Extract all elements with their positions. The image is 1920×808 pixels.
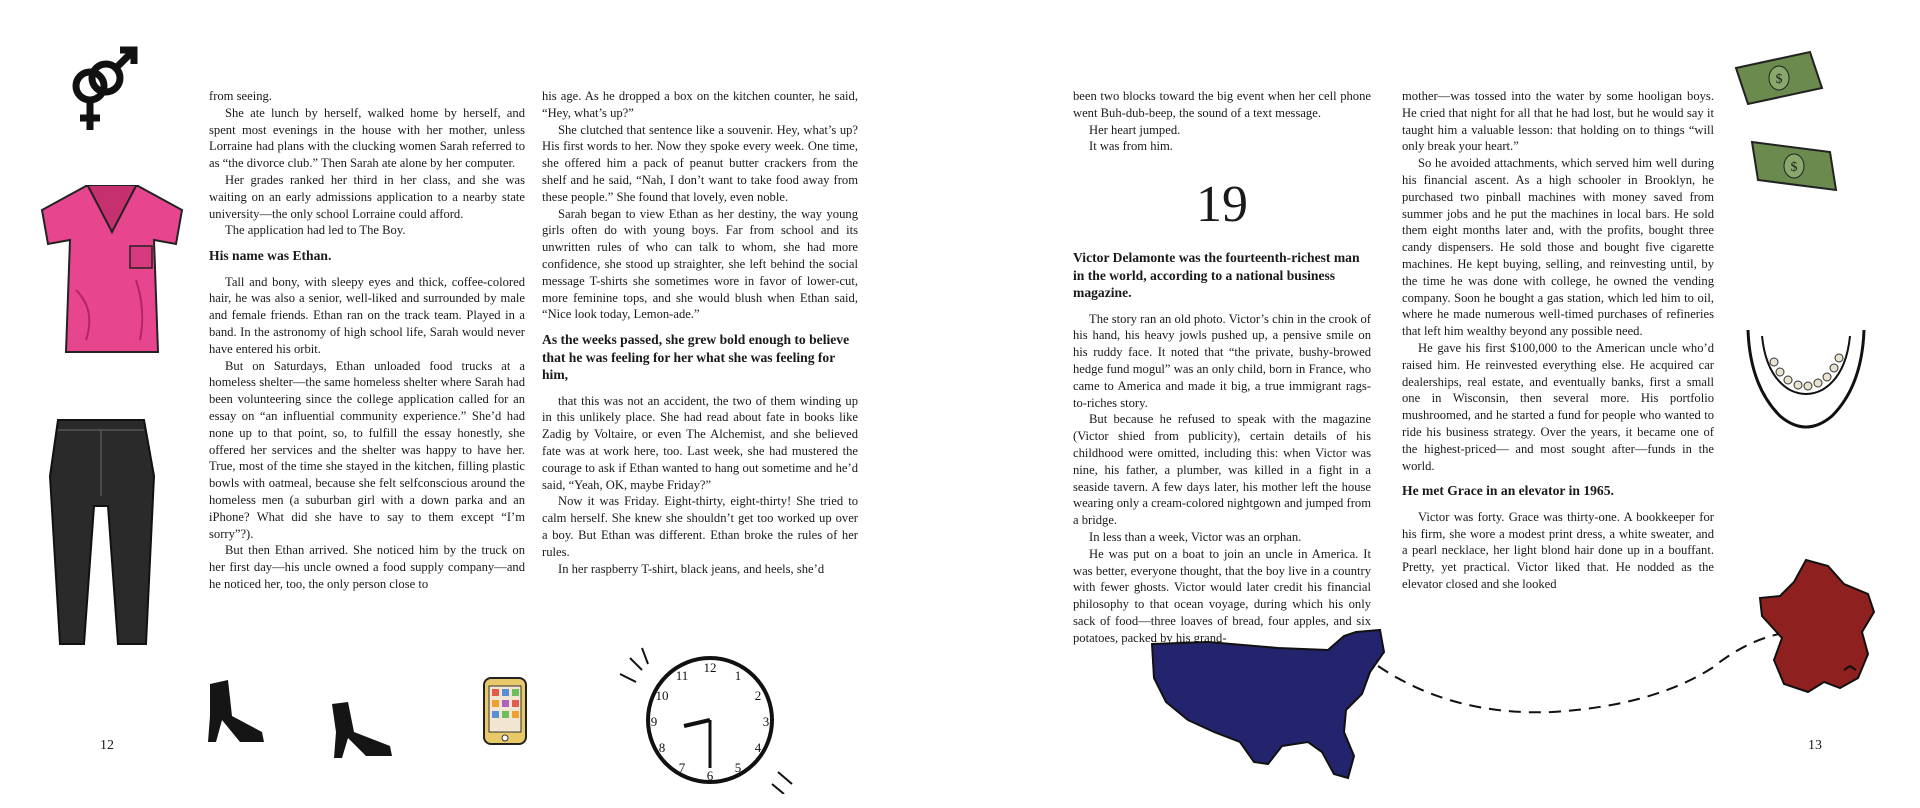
svg-text:8: 8 <box>658 740 666 755</box>
black-jeans-illustration <box>48 416 158 650</box>
svg-text:$: $ <box>1775 72 1783 87</box>
pull-quote: Victor Delamonte was the fourteenth-richest man in the world, according to a national business magazine. <box>1073 250 1360 301</box>
paragraph: So he avoided attachments, which served him well during his financial ascent. As a high schooler in Brooklyn, he purchased two pinball machines with money saved from summer jobs and he put the machines in local bars. He sold them eight months later and, with the profits, bought three candy dispensers. He sold those and bought five cigarette machines. He kept buying, selling, and reinvesting until, by the time he was done with college, he owned the vending company. Soon he bought a gas station, which led him to oil, where he made numerous well-timed purchases of refineries that left him wealthy beyond any possible need. <box>1402 156 1714 339</box>
pull-quote: He met Grace in an elevator in 1965. <box>1402 483 1614 499</box>
page-number-right: 13 <box>1808 738 1822 753</box>
paragraph: It was from him. <box>1089 139 1173 154</box>
svg-text:4: 4 <box>754 740 762 755</box>
svg-text:11: 11 <box>675 668 689 683</box>
right-page-column-1 <box>1073 88 1371 647</box>
right-page-column-2 <box>1402 88 1714 593</box>
svg-text:7: 7 <box>678 760 686 775</box>
dollar-bill-illustration <box>1746 134 1842 196</box>
svg-text:$: $ <box>1790 160 1798 175</box>
svg-text:12: 12 <box>703 660 717 675</box>
paragraph: that this was not an accident, the two of them winding up in this unlikely place. She had read about fate in books like Zadig by Voltaire, or even The Alchemist, and she believed fate was at work here, too. Last week, she had mustered the courage to ask if Ethan wanted to hang out sometime and he’d said, “Yeah, OK, maybe Friday?” <box>542 393 858 492</box>
svg-text:1: 1 <box>734 668 742 683</box>
france-map-illustration <box>1754 556 1880 698</box>
smartphone-illustration <box>480 676 532 746</box>
paragraph: Now it was Friday. Eight-thirty, eight-thirty! She tried to calm herself. She knew she shouldn’t get too worked up over a boy. But Ethan was different. Ethan broke the rules of her rules. <box>542 494 858 559</box>
paragraph: mother—was tossed into the water by some hooligan boys. He cried that night for all that he had lost, but he would say it taught him a valuable lesson: that holding on to things “will only break your heart.” <box>1402 89 1714 154</box>
paragraph: But because he refused to speak with the magazine (Victor shied from publicity), certain details of his childhood were omitted, including this: when Victor was nine, his father, a plumber, was killed in a fight in a seaside tavern. A few days later, his mother left the house wearing only a cream-colored nightgown and jumped from a bridge. <box>1073 412 1371 528</box>
left-page-column-2 <box>542 88 858 577</box>
paragraph: The application had led to The Boy. <box>225 223 406 238</box>
paragraph: He gave his first $100,000 to the American uncle who’d raised him. He reinvested everything else. He acquired car dealerships, real estate, and eventually banks, first a small one in Wisconsin, then several more. His portfolio mushroomed, and he started a fund for people who wanted to ride his business strategy. Over the years, it became one of the highest-priced— and most sought after—funds in the world. <box>1402 340 1714 473</box>
paragraph: his age. As he dropped a box on the kitchen counter, he said, “Hey, what’s up?” <box>542 89 858 120</box>
pull-quote: His name was Ethan. <box>209 248 332 264</box>
pearl-necklace-illustration <box>1740 326 1872 442</box>
paragraph: She ate lunch by herself, walked home by herself, and spent most evenings in the house with her mother, unless Lorraine had plans with the clucking women Sarah referred to as “the divorce club.” Then Sarah ate alone by her computer. <box>209 105 525 171</box>
clock-illustration <box>612 644 808 794</box>
page-number-left: 12 <box>100 738 114 753</box>
usa-map-illustration <box>1148 628 1398 786</box>
svg-text:9: 9 <box>650 714 658 729</box>
gender-symbol-icon <box>68 44 144 136</box>
paragraph: But on Saturdays, Ethan unloaded food trucks at a homeless shelter—the same homeless shelter where Sarah had been volunteering since the college application called for an essay on “an influential community experience.” She’d had none up to that point, so, to fulfill the essay honestly, she offered her services and the shelter was happy to have her. True, most of the time she stayed in the kitchen, filling plastic bowls with oatmeal, because she felt selfconscious around the homeless men (a suburban girl with a down parka and an iPhone? What did she have to say to them except “I’m sorry”?). <box>209 358 525 541</box>
pull-quote: As the weeks passed, she grew bold enough to believe that he was feeling for her what she was feeling for him, <box>542 332 850 383</box>
svg-text:10: 10 <box>655 688 669 703</box>
paragraph: Her heart jumped. <box>1089 122 1181 137</box>
paragraph: Her grades ranked her third in her class, and she was waiting on an early admissions application to a nearby state university—the only school Lorraine could afford. <box>209 172 525 221</box>
svg-text:2: 2 <box>754 688 762 703</box>
paragraph: been two blocks toward the big event when her cell phone went Buh-dub-beep, the sound of a text message. <box>1073 89 1371 120</box>
svg-text:3: 3 <box>762 714 770 729</box>
left-page-column-1 <box>209 88 525 593</box>
paragraph: The story ran an old photo. Victor’s chin in the crook of his hand, his heavy jowls pushed up, a pensive smile on his ruddy face. It noted that “the private, bushy-browed hedge fund mogul” was an only child, born in France, who came to America and made it big, a true immigrant rags-to-riches story. <box>1073 311 1371 410</box>
svg-text:6: 6 <box>706 768 714 783</box>
dollar-bill-illustration <box>1730 48 1826 108</box>
high-heel-illustration <box>202 676 270 746</box>
paragraph: Victor was forty. Grace was thirty-one. A bookkeeper for his firm, she wore a modest print dress, a white sweater, and a pearl necklace, her light blond hair done up in a bouffant. Pretty, yet practical. Victor liked that. He nodded as the elevator closed and she looked <box>1402 509 1714 592</box>
chapter-number: 19 <box>1196 176 1248 234</box>
svg-text:5: 5 <box>734 760 742 775</box>
paragraph: But then Ethan arrived. She noticed him by the truck on her first day—his uncle owned a food supply company—and he noticed her, too, the only person close to <box>209 543 525 592</box>
high-heel-illustration <box>326 700 400 762</box>
pink-shirt-illustration <box>36 180 188 360</box>
paragraph: She clutched that sentence like a souvenir. Hey, what’s up? His first words to her. Now they spoke every week. One time, she offered him a pack of peanut butter crackers from the shelf and he said, “Nah, I don’t want to take food away from these people.” She found that lovely, even noble. <box>542 122 858 204</box>
paragraph: In her raspberry T-shirt, black jeans, and heels, she’d <box>558 561 825 576</box>
paragraph: Tall and bony, with sleepy eyes and thick, coffee-colored hair, he was also a senior, well-liked and surrounded by male and female friends. Ethan ran on the track team. Played in a band. In the astronomy of high school life, Sarah would never have entered his orbit. <box>209 274 525 356</box>
paragraph: In less than a week, Victor was an orphan. <box>1089 530 1302 545</box>
paragraph: Sarah began to view Ethan as her destiny, the way young girls often do with young boys. Far from school and its unwritten rules of who can talk to whom, she had more confidence, she stood up straighter, she left behind the social message T-shirts she sometimes wore in favor of lower-cut, more feminine tops, and she would blush when Ethan said, “Nice look today, Lemon-ade.” <box>542 206 858 322</box>
paragraph: from seeing. <box>209 89 272 103</box>
paragraph: He was put on a boat to join an uncle in America. It was better, everyone thought, that the boy live in a country with fewer ghosts. Victor would later credit his financial philosophy to that ocean voyage, during which his only sack of food—three loaves of bread, four apples, and six potatoes, packed by his grand- <box>1073 546 1371 645</box>
